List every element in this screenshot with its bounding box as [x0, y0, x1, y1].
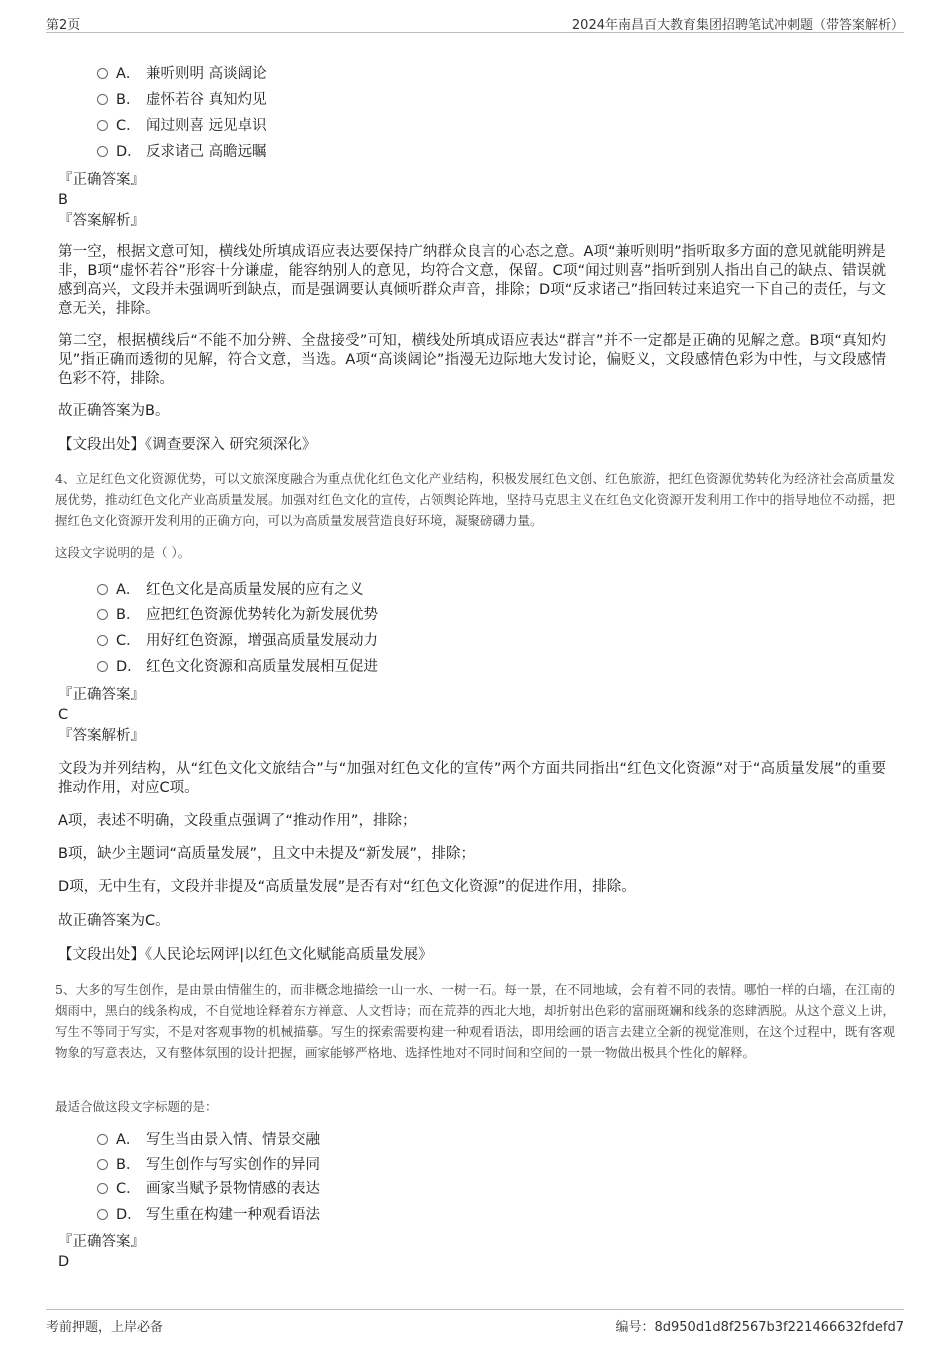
q3-answer: B [58, 192, 68, 208]
document-code-label: 编号： [615, 1320, 655, 1335]
q3-option-b[interactable]: B． 虚怀若谷 真知灼见 [97, 89, 267, 111]
radio-icon[interactable] [97, 94, 108, 105]
radio-icon[interactable] [97, 635, 108, 646]
document-code-value: 8d950d1d8f2567b3f221466632fdefd7 [654, 1320, 904, 1335]
q5-question-text: 5、大多的写生创作，是由景由情催生的，而非概念地描绘一山一水、一树一石。每一景，在不同地域，会有着不同的表情。哪怕一样的白墙，在江南的烟雨中，黑白的线条构成，不自觉地诠释着东方禅意、人文哲诗；而在荒莽的西北大地，却折射出色彩的富丽斑斓和线条的恣肆洒脱。从这个意义上讲，写生不等同于写实，不是对客观事物的机械描摹。写生的探索需要构建一种观看语法，即用绘画的语言去建立全新的视觉准则，在这个过程中，既有客观物象的写意表达，又有整体氛围的设计把握，画家能够严格地、选择性地对不同时间和空间的一景一物做出极具个性化的解释。 [55, 982, 895, 1060]
q4-option-b[interactable]: B． 应把红色资源优势转化为新发展优势 [97, 604, 378, 626]
q3-option-d[interactable]: D． 反求诸己 高瞻远瞩 [97, 141, 267, 163]
q3-source: 【文段出处】《调查要深入 研究须深化》 [58, 437, 317, 453]
q4-analysis-paragraph: 文段为并列结构，从“红色文化文旅结合”与“加强对红色文化的宣传”两个方面共同指出“红色文化资源”对于“高质量发展”的重要推动作用，对应C项。 [58, 761, 886, 796]
radio-icon[interactable] [97, 146, 108, 157]
q4-option-a[interactable]: A． 红色文化是高质量发展的应有之义 [97, 579, 364, 601]
q4-analysis-paragraph: B项，缺少主题词“高质量发展”，且文中未提及“新发展”，排除； [58, 846, 475, 862]
q5-prompt: 最适合做这段文字标题的是： [55, 1099, 218, 1114]
page-header [46, 10, 904, 33]
radio-icon[interactable] [97, 609, 108, 620]
q3-option-a[interactable]: A． 兼听则明 高谈阔论 [97, 63, 267, 85]
q5-answer: D [58, 1254, 70, 1270]
q4-answer: C [58, 707, 69, 723]
q3-analysis-label: 『答案解析』 [58, 213, 145, 229]
q5-answer-label: 『正确答案』 [58, 1234, 145, 1250]
radio-icon[interactable] [97, 1209, 108, 1220]
q5-option-b[interactable]: B． 写生创作与写实创作的异同 [97, 1154, 320, 1176]
q3-answer-label: 『正确答案』 [58, 172, 145, 188]
q4-analysis-label: 『答案解析』 [58, 728, 145, 744]
q5-option-a[interactable]: A． 写生当由景入情、情景交融 [97, 1129, 320, 1151]
q4-option-d[interactable]: D． 红色文化资源和高质量发展相互促进 [97, 656, 378, 678]
q4-source: 【文段出处】《人民论坛网评|以红色文化赋能高质量发展》 [58, 947, 433, 963]
q4-option-c[interactable]: C． 用好红色资源，增强高质量发展动力 [97, 630, 378, 652]
document-code [615, 1316, 904, 1335]
q4-analysis-paragraph: D项，无中生有，文段并非提及“高质量发展”是否有对“红色文化资源”的促进作用，排除。 [58, 879, 636, 895]
q3-analysis-paragraph: 第一空，根据文意可知，横线处所填成语应表达要保持广纳群众良言的心态之意。A项“兼听则明”指听取多方面的意见就能明辨是非，B项“虚怀若谷”形容十分谦虚，能容纳别人的意见，均符合文意，保留。C项“闻过则喜”指听到别人指出自己的缺点、错误就感到高兴，文段并未强调听到缺点，而是强调要认真倾听群众声音，排除；D项“反求诸己”指回转过来追究一下自己的责任，与文意无关，排除。 [58, 244, 886, 317]
q3-analysis-paragraph: 第二空，根据横线后“不能不加分辨、全盘接受”可知，横线处所填成语应表达“群言”并不一定都是正确的见解之意。B项“真知灼见”指正确而透彻的见解，符合文意，当选。A项“高谈阔论”指漫无边际地大发讨论，偏贬义，文段感情色彩为中性，与文段感情色彩不符，排除。 [58, 333, 886, 387]
q3-option-c[interactable]: C． 闻过则喜 远见卓识 [97, 115, 267, 137]
q4-answer-label: 『正确答案』 [58, 687, 145, 703]
document-title: 2024年南昌百大教育集团招聘笔试冲刺题（带答案解析） [571, 18, 904, 33]
radio-icon[interactable] [97, 1183, 108, 1194]
q4-prompt: 这段文字说明的是（ ）。 [55, 545, 191, 560]
radio-icon[interactable] [97, 1159, 108, 1170]
radio-icon[interactable] [97, 68, 108, 79]
radio-icon[interactable] [97, 584, 108, 595]
radio-icon[interactable] [97, 1134, 108, 1145]
page-number: 第2页 [46, 18, 81, 33]
q4-analysis-paragraph: A项，表述不明确，文段重点强调了“推动作用”，排除； [58, 813, 417, 829]
radio-icon[interactable] [97, 661, 108, 672]
page-footer [46, 1309, 904, 1336]
q5-option-d[interactable]: D． 写生重在构建一种观看语法 [97, 1204, 320, 1226]
q4-question-text: 4、立足红色文化资源优势，可以文旅深度融合为重点优化红色文化产业结构，积极发展红色文创、红色旅游，把红色资源优势转化为经济社会高质量发展优势，推动红色文化产业高质量发展。加强对红色文化的宣传，占领舆论阵地，坚持马克思主义在红色文化资源开发利用工作中的指导地位不动摇，把握红色文化资源开发利用的正确方向，可以为高质量发展营造良好环境，凝聚磅礴力量。 [55, 471, 895, 528]
footer-slogan: 考前押题，上岸必备 [46, 1320, 164, 1335]
q5-option-c[interactable]: C． 画家当赋予景物情感的表达 [97, 1178, 320, 1200]
q3-analysis-conclusion: 故正确答案为B。 [58, 403, 170, 419]
radio-icon[interactable] [97, 120, 108, 131]
q4-analysis-conclusion: 故正确答案为C。 [58, 913, 170, 929]
